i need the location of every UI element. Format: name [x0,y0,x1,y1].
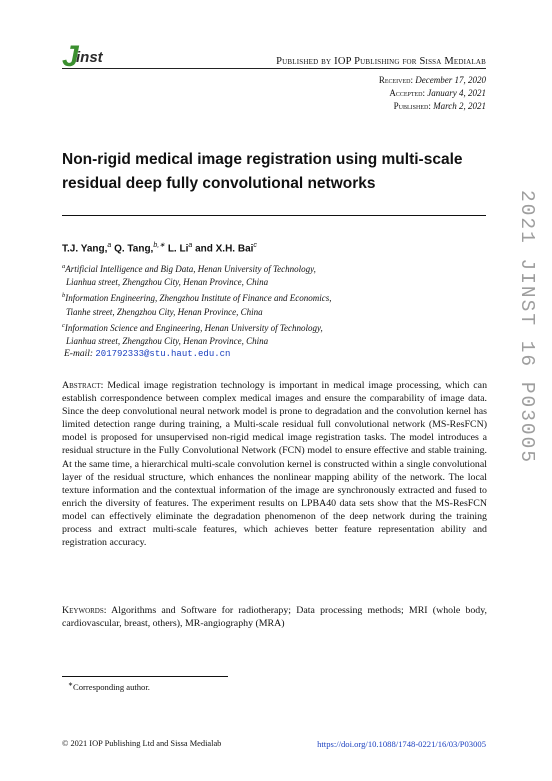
abstract-text: Medical image registration technology is important in medical image processing, which can establish correspondence between complex medical images and ensure the comparability of image data. Since the deep convolutional neural network model is prone to degradation and the convolution kernel has limited detection range during training, a Multi-scale residual full convolutional network (MS-ResFCN) model is proposed for unsupervised non-rigid medical image registration tasks. The model introduces a residual structure in the Fully Convolutional Network (FCN) model to ensure effective and stable training. At the same time, a hierarchical multi-scale convolution kernel is constructed within a single convolutional layer of the residual structure, which enhances the nonlinear mapping ability of the network. The local texture information and the contextual information of the image are synchronously extracted and fused to enrich the diversity of features. The experiment results on LPBA40 data sets show that the MS-ResFCN model can effectively eliminate the degradation phenomenon of the deep network during the training process and extract multi-scale features, which achieves better feature representation ability and registration accuracy. [62,380,488,549]
email-label: E-mail: [64,349,94,359]
header-rule [62,68,486,69]
logo-j: J [62,40,79,73]
copyright-notice: © 2021 IOP Publishing Ltd and Sissa Medialab [62,739,222,748]
affiliation-list [62,260,482,348]
affiliation-b: $^b$Information Engineering, Zhengzhou Institute of Finance and Economics, Tianhe street, Zhengzhou City, Henan Province, China [62,292,332,317]
affil-mark: a [188,242,193,249]
side-stamp-text: 2021 JINST 16 P03005 [516,190,538,465]
publication-dates [379,74,486,113]
author-name: L. Li [165,243,189,255]
paper-title: Non-rigid medical image registration using multi-scale residual deep fully convolutional networks [62,151,463,192]
date-received: Received: December 17, 2020 [378,75,486,85]
author-list [62,241,257,254]
affil-mark: a [107,242,112,249]
author-name: and X.H. Bai [192,243,254,255]
footnote-rule [62,676,228,677]
title-rule [62,215,486,216]
keywords-label: Keywords: [62,605,107,616]
affil-mark: c [253,242,257,249]
logo-inst: inst [76,49,103,66]
affiliation-c: $^c$Information Science and Engineering, Henan University of Technology, Lianhua street, Zhengzhou City, Henan Province, China [62,321,323,347]
side-stamp [516,190,546,560]
affil-mark: b,∗ [153,242,166,249]
author-name: Q. Tang, [111,243,154,255]
author-name: T.J. Yang, [62,243,108,255]
footnote: ∗Corresponding author. [68,681,150,692]
date-accepted: Accepted: January 4, 2021 [389,88,486,98]
email-link[interactable]: 201792333@stu.haut.edu.cn [95,349,231,359]
keywords [62,604,487,630]
contact-email [64,349,230,359]
keywords-text: Algorithms and Software for radiotherapy; Data processing methods; MRI (whole body, cardiovascular, breast, others), MR-angiography (MRA) [62,605,487,630]
doi-link[interactable]: https://doi.org/10.1088/1748-0221/16/03/P03005 [317,739,486,749]
affiliation-a: $^a$Artificial Intelligence and Big Data, Henan University of Technology, Lianhua street, Zhengzhou City, Henan Province, China [62,263,316,288]
abstract-label: Abstract: [62,380,104,391]
abstract [62,379,487,549]
date-published: Published: March 2, 2021 [393,101,486,111]
publisher-line: Published by IOP Publishing for Sissa Medialab [276,56,486,67]
